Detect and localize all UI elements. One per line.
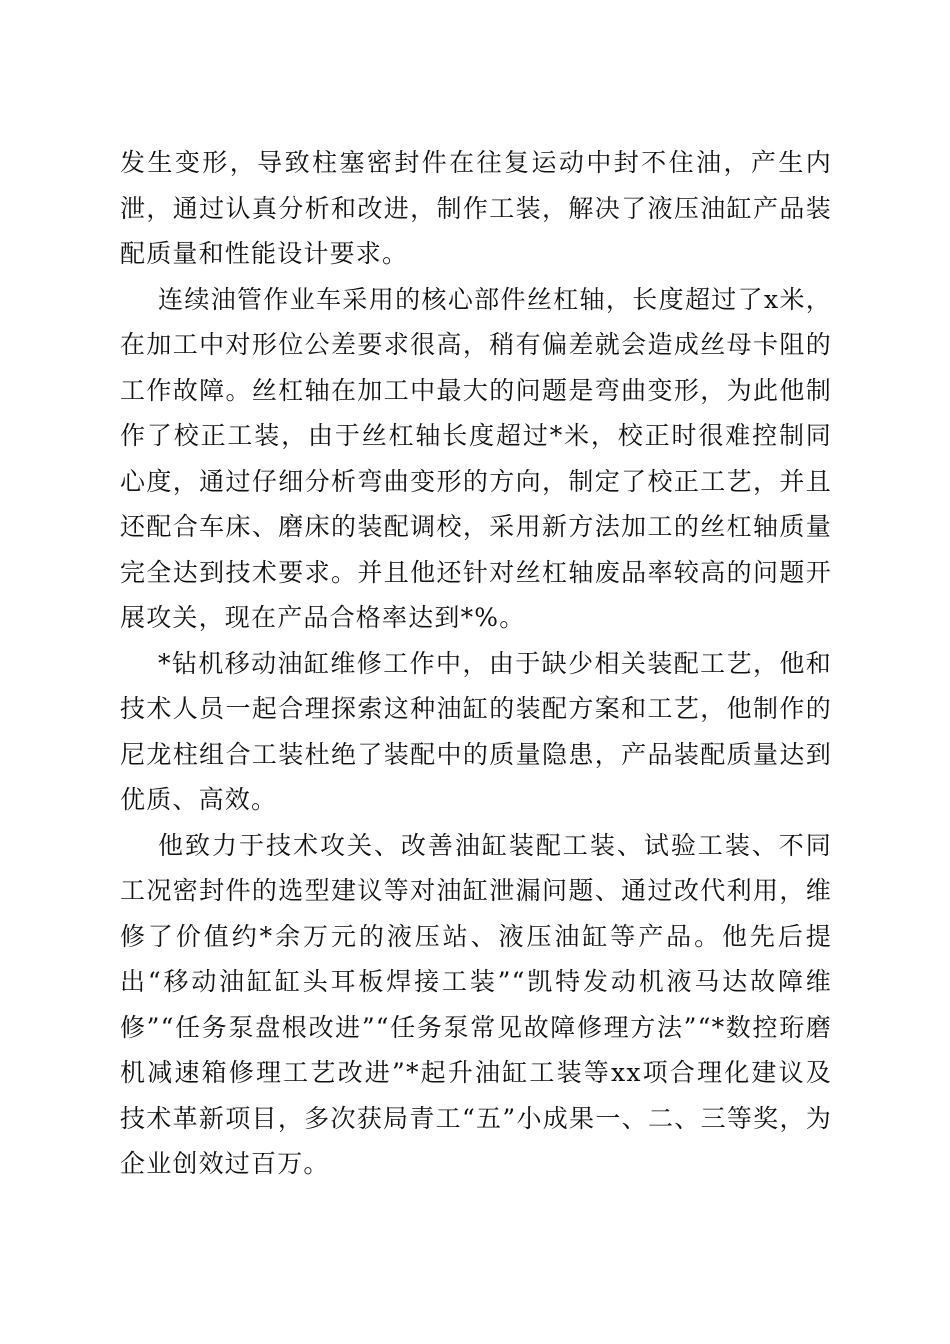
paragraph-continuation: 发生变形，导致柱塞密封件在往复运动中封不住油，产生内泄，通过认真分析和改进，制作工装，解决了液压油缸产品装配质量和性能设计要求。 <box>120 148 832 268</box>
paragraph-drill-cylinder: *钻机移动油缸维修工作中，由于缺少相关装配工艺，他和技术人员一起合理探索这种油缸的装配方案和工艺，他制作的尼龙柱组合工装杜绝了装配中的质量隐患，产品装配质量达到优质、高效。 <box>120 648 832 814</box>
paragraph-innovation: 他致力于技术攻关、改善油缸装配工装、试验工装、不同工况密封件的选型建议等对油缸泄漏问题、通过改代利用，维修了价值约*余万元的液压站、液压油缸等产品。他先后提出“移动油缸缸头耳板焊接工装”“凯特发动机液马达故障维修”“任务泵盘根改进”“任务泵常见故障修理方法”“*数控珩磨机减速箱修理工艺改进”*起升油缸工装等xx项合理化建议及技术革新项目，多次获局青工“五”小成果一、二、三等奖，为企业创效过百万。 <box>120 830 832 1178</box>
document-body <box>120 140 832 1187</box>
paragraph-lead-screw: 连续油管作业车采用的核心部件丝杠轴，长度超过了x米，在加工中对形位公差要求很高，稍有偏差就会造成丝母卡阻的工作故障。丝杠轴在加工中最大的问题是弯曲变形，为此他制作了校正工装，由于丝杠轴长度超过*米，校正时很难控制同心度，通过仔细分析弯曲变形的方向，制定了校正工艺，并且还配合车床、磨床的装配调校，采用新方法加工的丝杠轴质量完全达到技术要求。并且他还针对丝杠轴废品率较高的问题开展攻关，现在产品合格率达到*%。 <box>120 284 832 632</box>
